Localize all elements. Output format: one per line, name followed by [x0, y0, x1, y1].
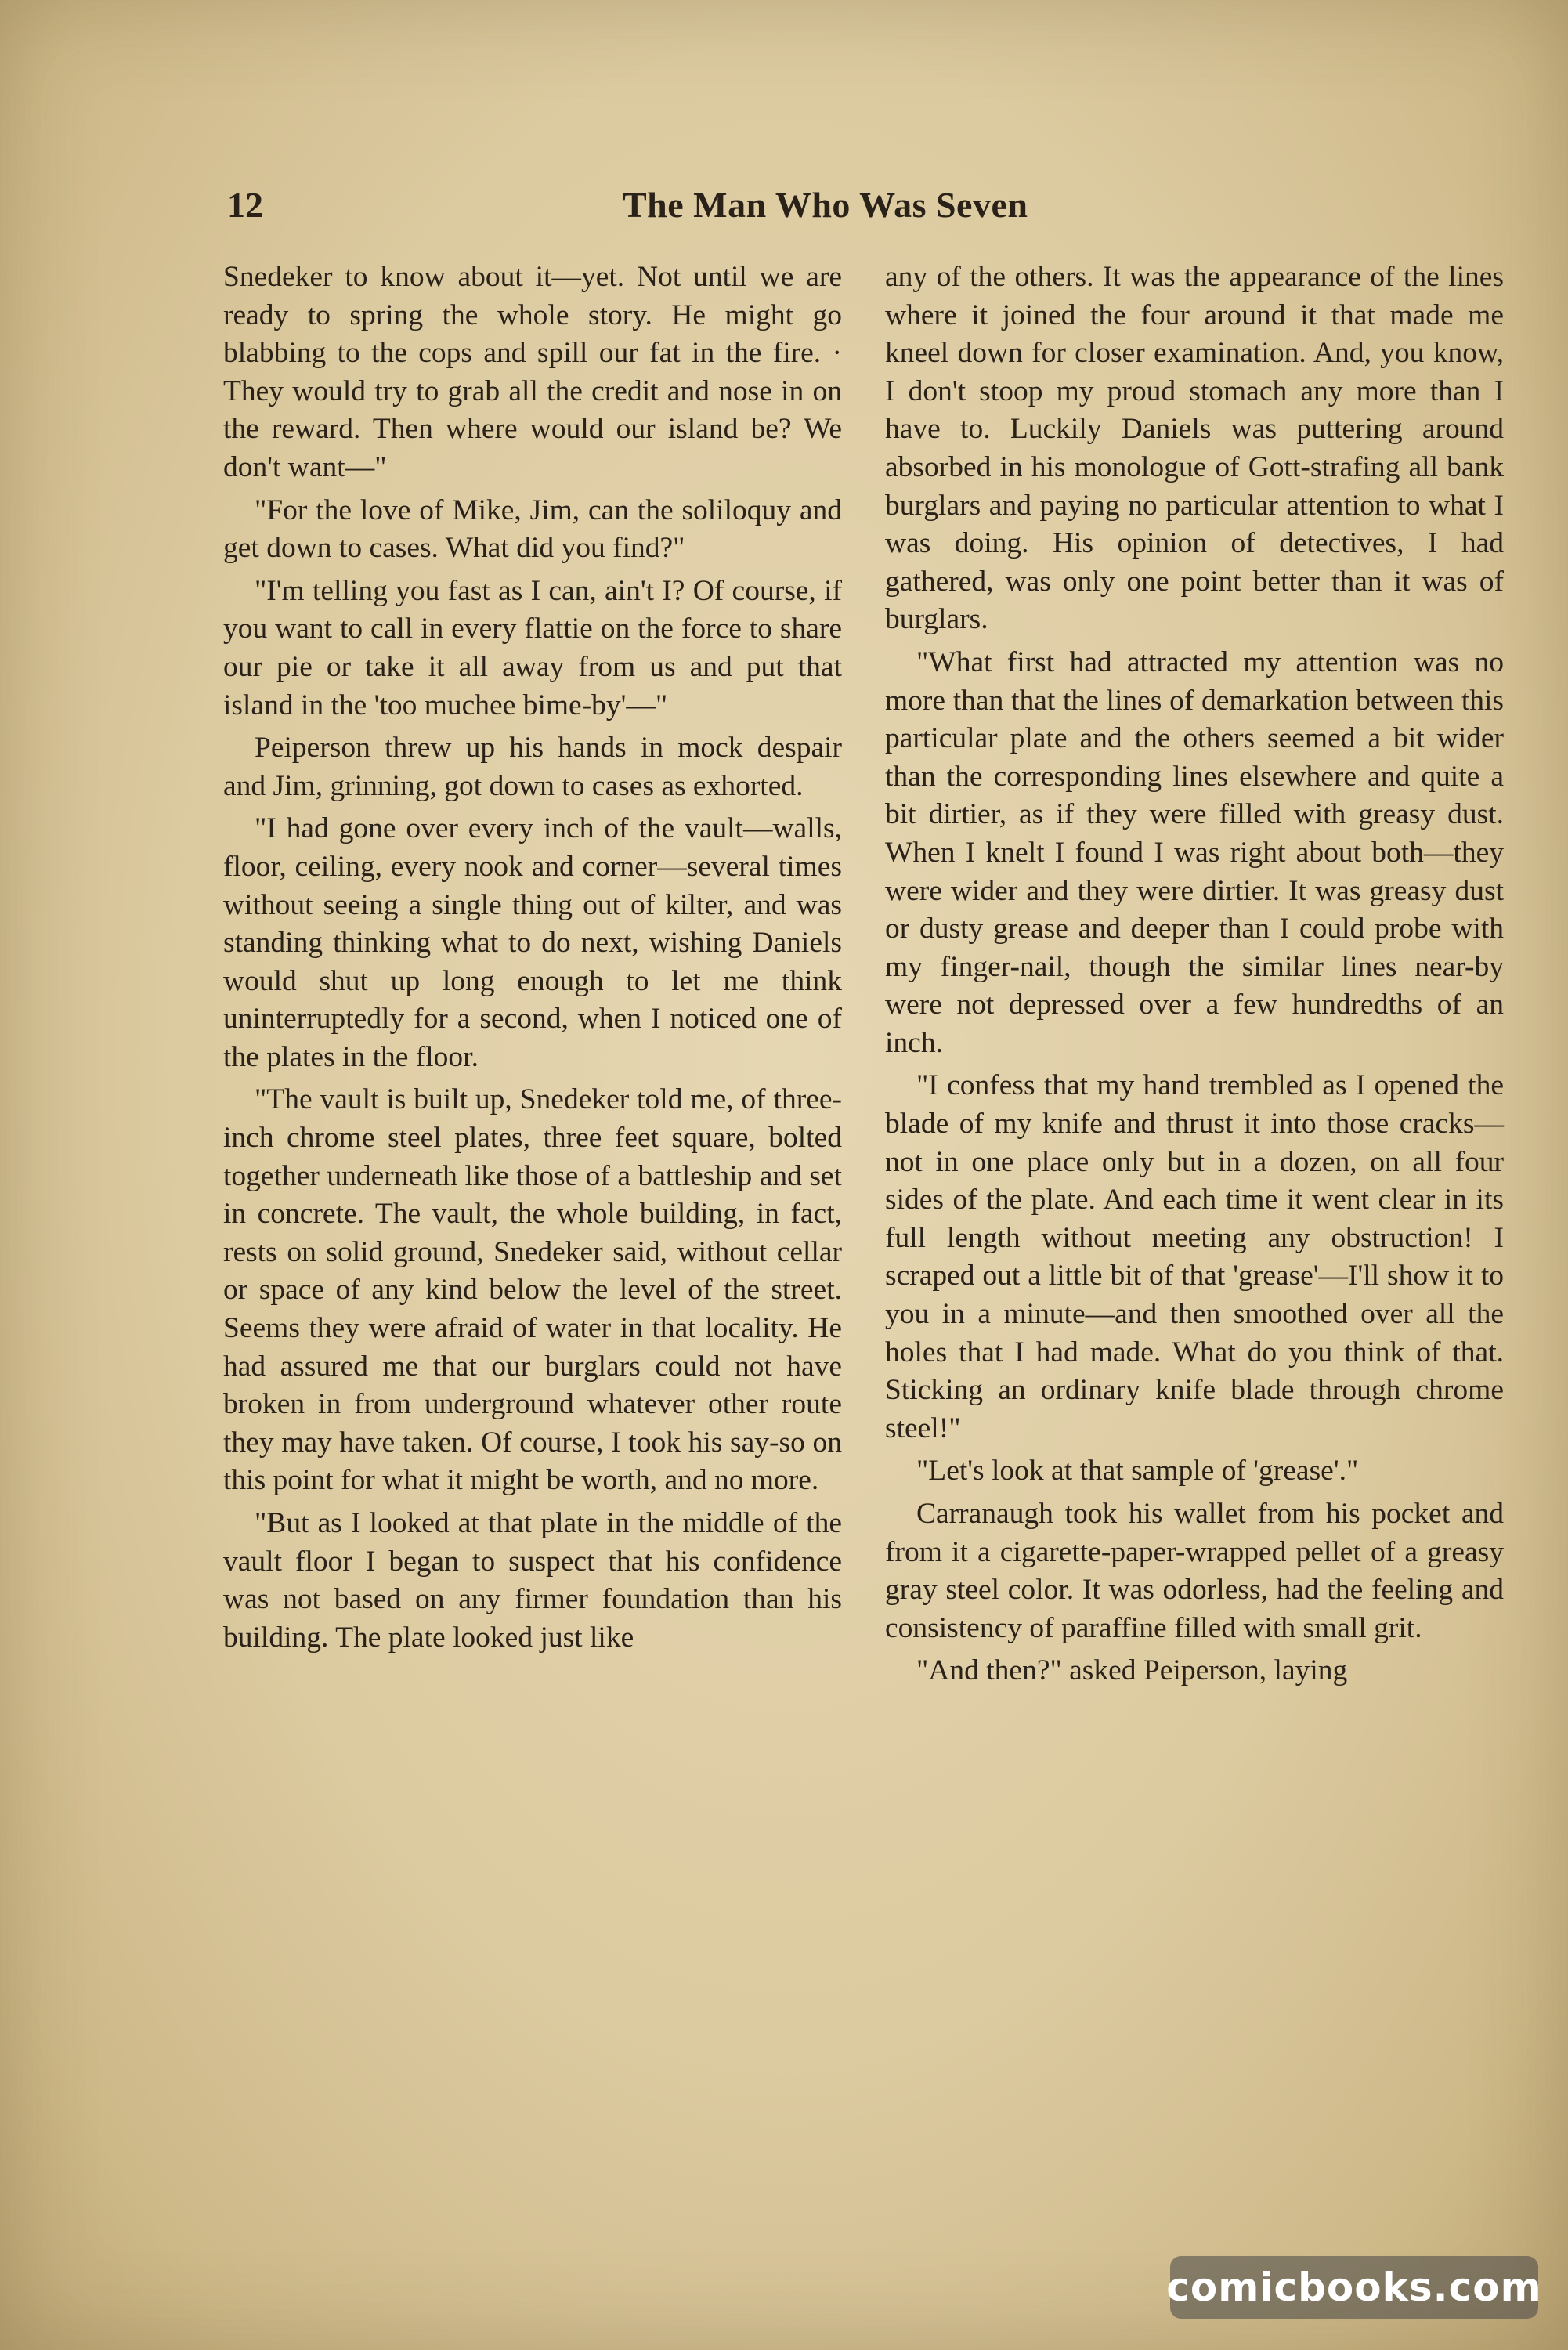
paragraph: "What first had attracted my attention was no more than that the lines of demarkation between this particular plate and the others seemed a bit wider than the corresponding lines elsewhere and quite a bit dirtier, as if they were filled with greasy dust. When I knelt I found I was right about both—they were wider and they were dirtier. It was greasy dust or dusty grease and deeper than I could probe with my finger-nail, though the similar lines near-by were not depressed over a few hundredths of an inch.: [885, 645, 1504, 1059]
paragraph: Peiperson threw up his hands in mock despair and Jim, grinning, got down to cases as exhorted.: [223, 732, 842, 802]
watermark-text: comicbooks.com: [1166, 2265, 1542, 2310]
paragraph: "Let's look at that sample of 'grease'.": [916, 1455, 1359, 1488]
left-column: [223, 258, 842, 1661]
paragraph: "I'm telling you fast as I can, ain't I? Of course, if you want to call in every flattie on the force to share our pie or take it all away from us and put that island in the 'too muchee bime-by'—": [223, 574, 842, 721]
paragraph: "And then?" asked Peiperson, laying: [916, 1654, 1348, 1687]
page-header: [0, 184, 1568, 239]
running-title: The Man Who Was Seven: [623, 185, 1028, 225]
paragraph: "The vault is built up, Snedeker told me, of three-inch chrome steel plates, three feet square, bolted together underneath like those of a battleship and set in concrete. The vault, the whole building, in fact, rests on solid ground, Snedeker said, without cellar or space of any kind below the level of the street. Seems they were afraid of water in that locality. He had assured me that our burglars could not have broken in from underground whatever other route they may have taken. Of course, I took his say-so on this point for what it might be worth, and no more.: [223, 1083, 842, 1497]
paragraph: "I confess that my hand trembled as I opened the blade of my knife and thrust it into those cracks—not in one place only but in a dozen, on all four sides of the plate. And each time it went clear in its full length without meeting any obstruction! I scraped out a little bit of that 'grease'—I'll show it to you in a minute—and then smoothed over all the holes that I had made. What do you think of that. Sticking an ordinary knife blade through chrome steel!": [885, 1069, 1504, 1444]
paragraph: Snedeker to know about it—yet. Not until we are ready to spring the whole story. He might go blabbing to the cops and spill our fat in the fire. · They would try to grab all the credit and nose in on the reward. Then where would our island be? We don't want—": [223, 261, 842, 483]
page-number: 12: [227, 185, 263, 225]
paragraph: "For the love of Mike, Jim, can the soliloquy and get down to cases. What did you find?": [223, 494, 842, 565]
paragraph: "I had gone over every inch of the vault—walls, floor, ceiling, every nook and corner—several times without seeing a single thing out of kilter, and was standing thinking what to do next, wishing Daniels would shut up long enough to let me think uninterruptedly for a second, when I noticed one of the plates in the floor.: [223, 812, 842, 1073]
paragraph: "But as I looked at that plate in the middle of the vault floor I began to suspect that his confidence was not based on any firmer foundation than his building. The plate looked just like: [223, 1507, 842, 1654]
paragraph: any of the others. It was the appearance of the lines where it joined the four around it that made me kneel down for closer examination. And, you know, I don't stoop my proud stomach any more than I have to. Luckily Daniels was puttering around absorbed in his monologue of Gott-strafing all bank burglars and paying no particular attention to what I was doing. His opinion of detectives, I had gathered, was only one point better than it was of burglars.: [885, 261, 1504, 636]
watermark-badge: [1166, 2256, 1542, 2319]
paragraph: Carranaugh took his wallet from his pocket and from it a cigarette-paper-wrapped pellet of a greasy gray steel color. It was odorless, had the feeling and consistency of paraffine filled with small grit.: [885, 1498, 1504, 1644]
right-column: [885, 258, 1504, 1695]
